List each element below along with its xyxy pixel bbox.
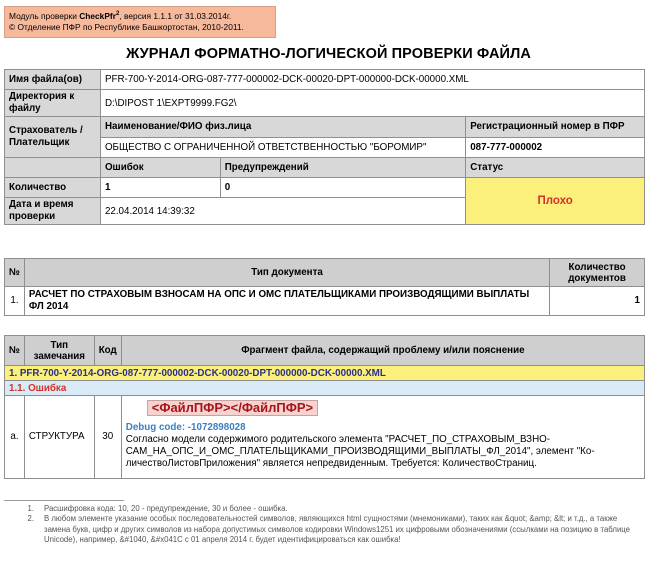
doc-count-header: Количество документов xyxy=(550,259,645,287)
error-row xyxy=(5,396,645,479)
footnotes xyxy=(20,504,645,546)
count-label: Количество xyxy=(5,178,101,198)
insurer-label: Страхователь / Плательщик xyxy=(5,117,101,158)
error-type: СТРУКТУРА xyxy=(24,396,94,479)
product-superscript: 2 xyxy=(115,11,120,17)
errors-table xyxy=(4,335,645,479)
insurer-header-row xyxy=(5,117,645,138)
err-type-header: Тип замечания xyxy=(24,336,94,366)
directory-label: Директория к файлу xyxy=(5,90,101,117)
module-info-line1: Модуль проверки CheckPfr$^2$, версия 1.1.1 от 31.03.2014г. xyxy=(9,10,232,21)
footnote-item xyxy=(20,514,645,545)
error-group-label: 1.1. Ошибка xyxy=(5,381,645,396)
insurer-row xyxy=(5,137,645,158)
footnote-text: Расшифровка кода: 10, 20 - предупреждение, 30 и более - ошибка. xyxy=(44,504,288,513)
summary-table xyxy=(4,69,645,225)
directory-row xyxy=(5,90,645,117)
documents-table xyxy=(4,258,645,316)
insurer-name: ОБЩЕСТВО С ОГРАНИЧЕННОЙ ОТВЕТСТВЕННОСТЬЮ "БОРОМИР" xyxy=(100,137,465,158)
error-file-row xyxy=(5,366,645,381)
errors-header-row xyxy=(5,336,645,366)
counts-header-blank xyxy=(5,158,101,178)
datetime-value: 22.04.2014 14:39:32 xyxy=(100,198,465,225)
module-info-line2: © Отделение ПФР по Республике Башкортостан, 2010-2011. xyxy=(9,21,244,32)
warnings-header: Предупреждений xyxy=(220,158,466,178)
module-info-box xyxy=(4,6,276,38)
file-name-value: PFR-700-Y-2014-ORG-087-777-000002-DCK-00020-DPT-000000-DCK-00000.XML xyxy=(100,70,644,90)
footnote-item xyxy=(20,504,645,514)
datetime-label: Дата и время проверки xyxy=(5,198,101,225)
errors-count: 1 xyxy=(100,178,220,198)
file-name-label: Имя файла(ов) xyxy=(5,70,101,90)
error-fragment: <ФайлПФР></ФайлПФР> xyxy=(147,400,318,416)
reg-number-value: 087-777-000002 xyxy=(466,137,645,158)
doc-type-header: Тип документа xyxy=(24,259,549,287)
product-name: CheckPfr xyxy=(79,10,116,21)
err-code-header: Код xyxy=(94,336,121,366)
doc-type: РАСЧЕТ ПО СТРАХОВЫМ ВЗНОСАМ НА ОПС И ОМС ПЛАТЕЛЬЩИКАМИ ПРОИЗВОДЯЩИМИ ВЫПЛАТЫ ФЛ 2014 xyxy=(24,287,549,316)
reg-number-header: Регистрационный номер в ПФР xyxy=(466,117,645,138)
errors-header: Ошибок xyxy=(100,158,220,178)
footnote-num: 1. xyxy=(27,504,34,513)
debug-code: Debug code: -1072898028 xyxy=(125,422,246,433)
page-title: ЖУРНАЛ ФОРМАТНО-ЛОГИЧЕСКОЙ ПРОВЕРКИ ФАЙЛА xyxy=(126,46,531,62)
footnote-num: 2. xyxy=(27,514,34,524)
status-badge: Плохо xyxy=(466,178,645,225)
doc-num-header: № xyxy=(5,259,25,287)
document-row xyxy=(5,287,645,316)
error-group-row xyxy=(5,381,645,396)
err-num-header: № xyxy=(5,336,25,366)
warnings-count: 0 xyxy=(220,178,466,198)
footnote-divider xyxy=(4,500,124,501)
error-file-name: 1. PFR-700-Y-2014-ORG-087-777-000002-DCK-00020-DPT-000000-DCK-00000.XML xyxy=(5,366,645,381)
documents-header-row xyxy=(5,259,645,287)
error-code: 30 xyxy=(94,396,121,479)
error-detail xyxy=(121,396,644,479)
status-header: Статус xyxy=(466,158,645,178)
counts-row xyxy=(5,178,645,198)
footnote-text: В любом элементе указание особых последовательностей символов, являющихся html сущностями (мнемониками), таких как &quot; &amp; &lt; и т.д., а также замена букв, цифр и других символов из набора допустимых символов кодировки Windows1251 их цифровыми обозначениями (ссылками на позицию в таблице Unicode), например, &#1040, &#x041C с 01 апреля 2014 г. будет идентифицироваться как ошибка! xyxy=(44,514,631,545)
directory-value: D:\DIPOST 1\EXPT9999.FG2\ xyxy=(100,90,644,117)
error-num: а. xyxy=(5,396,25,479)
doc-num: 1. xyxy=(5,287,25,316)
doc-count: 1 xyxy=(550,287,645,316)
counts-header-row xyxy=(5,158,645,178)
name-header: Наименование/ФИО физ.лица xyxy=(100,117,465,138)
err-fragment-header: Фрагмент файла, содержащий проблему и/или пояснение xyxy=(121,336,644,366)
file-name-row xyxy=(5,70,645,90)
error-message: Согласно модели содержимого родительского элемента "РАСЧЕТ_ПО_СТРАХОВЫМ_ВЗНО-САМ_НА_ОПС_И_ОМС_ПЛАТЕЛЬЩИКАМИ_ПРОИЗВОДЯЩИМИ_ВЫПЛАТЫ_ФЛ_2014", элемент "Ко-личествоЛистовПриложения" является непредвиденным. Требуется: КоличествоСтраниц. xyxy=(125,434,595,469)
